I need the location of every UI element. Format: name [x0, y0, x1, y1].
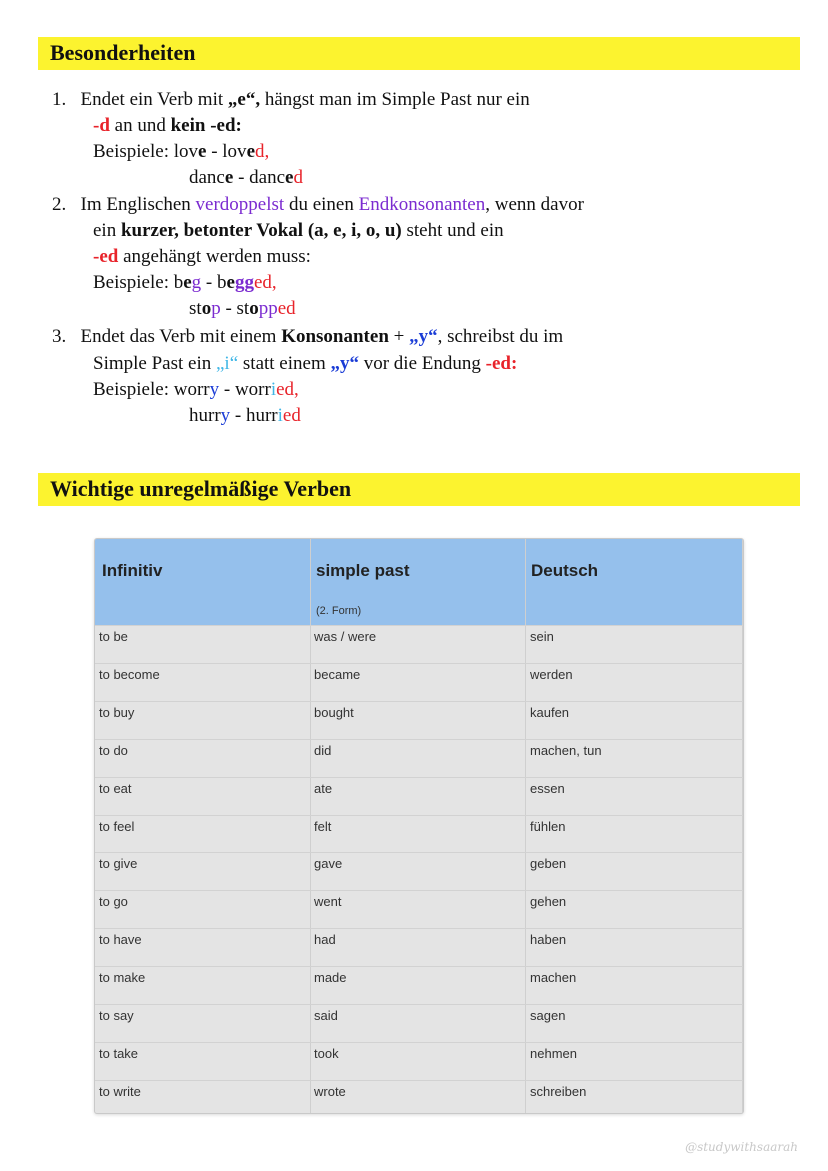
- table-cell: haben: [530, 932, 567, 948]
- table-header: [95, 539, 743, 625]
- heading-highlight: [38, 473, 800, 506]
- table-cell: went: [314, 894, 342, 910]
- table-cell: nehmen: [530, 1045, 577, 1061]
- table-cell: became: [314, 666, 361, 682]
- table-row: [95, 1080, 743, 1114]
- column-header: Deutsch: [531, 561, 599, 580]
- table-cell: felt: [314, 818, 332, 834]
- table-row: [95, 739, 743, 778]
- table-cell: essen: [530, 780, 565, 796]
- table-row: [95, 966, 743, 1005]
- table-cell: to be: [99, 629, 128, 644]
- list-item-3: 3. Endet das Verb mit einem Konsonanten + „y“, schreibst du im: [52, 326, 564, 347]
- table-cell: machen, tun: [530, 742, 602, 758]
- table-cell: gehen: [530, 894, 567, 910]
- table-cell: gave: [314, 856, 343, 872]
- list-item-1-line2: -d an und kein -ed:: [93, 115, 242, 136]
- table-cell: did: [314, 742, 332, 758]
- table-row: [95, 1004, 743, 1043]
- example-line: dance - danced: [189, 167, 303, 188]
- table-row: [95, 815, 743, 854]
- table-cell: to do: [99, 742, 128, 758]
- table-cell: sagen: [530, 1008, 566, 1023]
- example-line: Beispiele: love - loved,: [93, 141, 270, 162]
- table-cell: wrote: [314, 1083, 346, 1099]
- section-heading: Besonderheiten: [50, 40, 196, 65]
- table-cell: to go: [99, 894, 128, 910]
- table-row: [95, 890, 743, 929]
- table-cell: said: [314, 1008, 338, 1023]
- table-cell: machen: [530, 970, 577, 986]
- table-cell: took: [314, 1045, 339, 1061]
- table-cell: sein: [530, 629, 554, 644]
- table-cell: was / were: [314, 629, 377, 644]
- table-cell: to eat: [99, 780, 132, 796]
- table-cell: to feel: [99, 818, 135, 834]
- table-row: [95, 701, 743, 740]
- table-cell: to write: [99, 1083, 141, 1099]
- table-cell: ate: [314, 780, 333, 796]
- example-line: Beispiele: beg - begged,: [93, 272, 277, 293]
- column-header: Infinitiv: [102, 561, 163, 580]
- table-row: [95, 852, 743, 891]
- list-item-2-line2: ein kurzer, betonter Vokal (a, e, i, o, u) steht und ein: [93, 220, 504, 241]
- table-row: [95, 777, 743, 816]
- table-cell: to say: [99, 1008, 134, 1023]
- heading-highlight: [38, 37, 800, 70]
- table-cell: geben: [530, 856, 567, 872]
- table-cell: to have: [99, 932, 142, 948]
- table-row: [95, 663, 743, 702]
- column-subheader: (2. Form): [316, 605, 362, 617]
- table-cell: had: [314, 932, 336, 948]
- table-cell: kaufen: [530, 704, 570, 720]
- table-cell: to give: [99, 856, 138, 872]
- table-cell: to buy: [99, 704, 135, 720]
- table-cell: bought: [314, 704, 354, 720]
- table-cell: made: [314, 970, 347, 986]
- list-item-2: 2. Im Englischen verdoppelst du einen Endkonsonanten, wenn davor: [52, 194, 584, 215]
- table-cell: werden: [530, 666, 573, 682]
- table-row: [95, 625, 743, 664]
- table-row: [95, 1042, 743, 1081]
- example-line: Beispiele: worry - worried,: [93, 379, 299, 400]
- table-cell: to make: [99, 970, 146, 986]
- table-cell: schreiben: [530, 1083, 587, 1099]
- watermark: @studywithsaarah: [685, 1140, 798, 1154]
- example-line: stop - stopped: [189, 298, 296, 319]
- column-header: simple past: [316, 561, 410, 580]
- list-item-2-line3: -ed angehängt werden muss:: [93, 246, 311, 267]
- table-row: [95, 928, 743, 967]
- table-cell: fühlen: [530, 818, 566, 834]
- example-line: hurry - hurried: [189, 405, 301, 426]
- verb-table: [94, 538, 744, 1114]
- table-cell: to become: [99, 666, 160, 682]
- table-cell: to take: [99, 1045, 139, 1061]
- list-item-1: 1. Endet ein Verb mit „e“, hängst man im Simple Past nur ein: [52, 89, 530, 110]
- section-heading: Wichtige unregelmäßige Verben: [50, 476, 352, 501]
- list-item-3-line2: Simple Past ein „i“ statt einem „y“ vor die Endung -ed:: [93, 353, 518, 374]
